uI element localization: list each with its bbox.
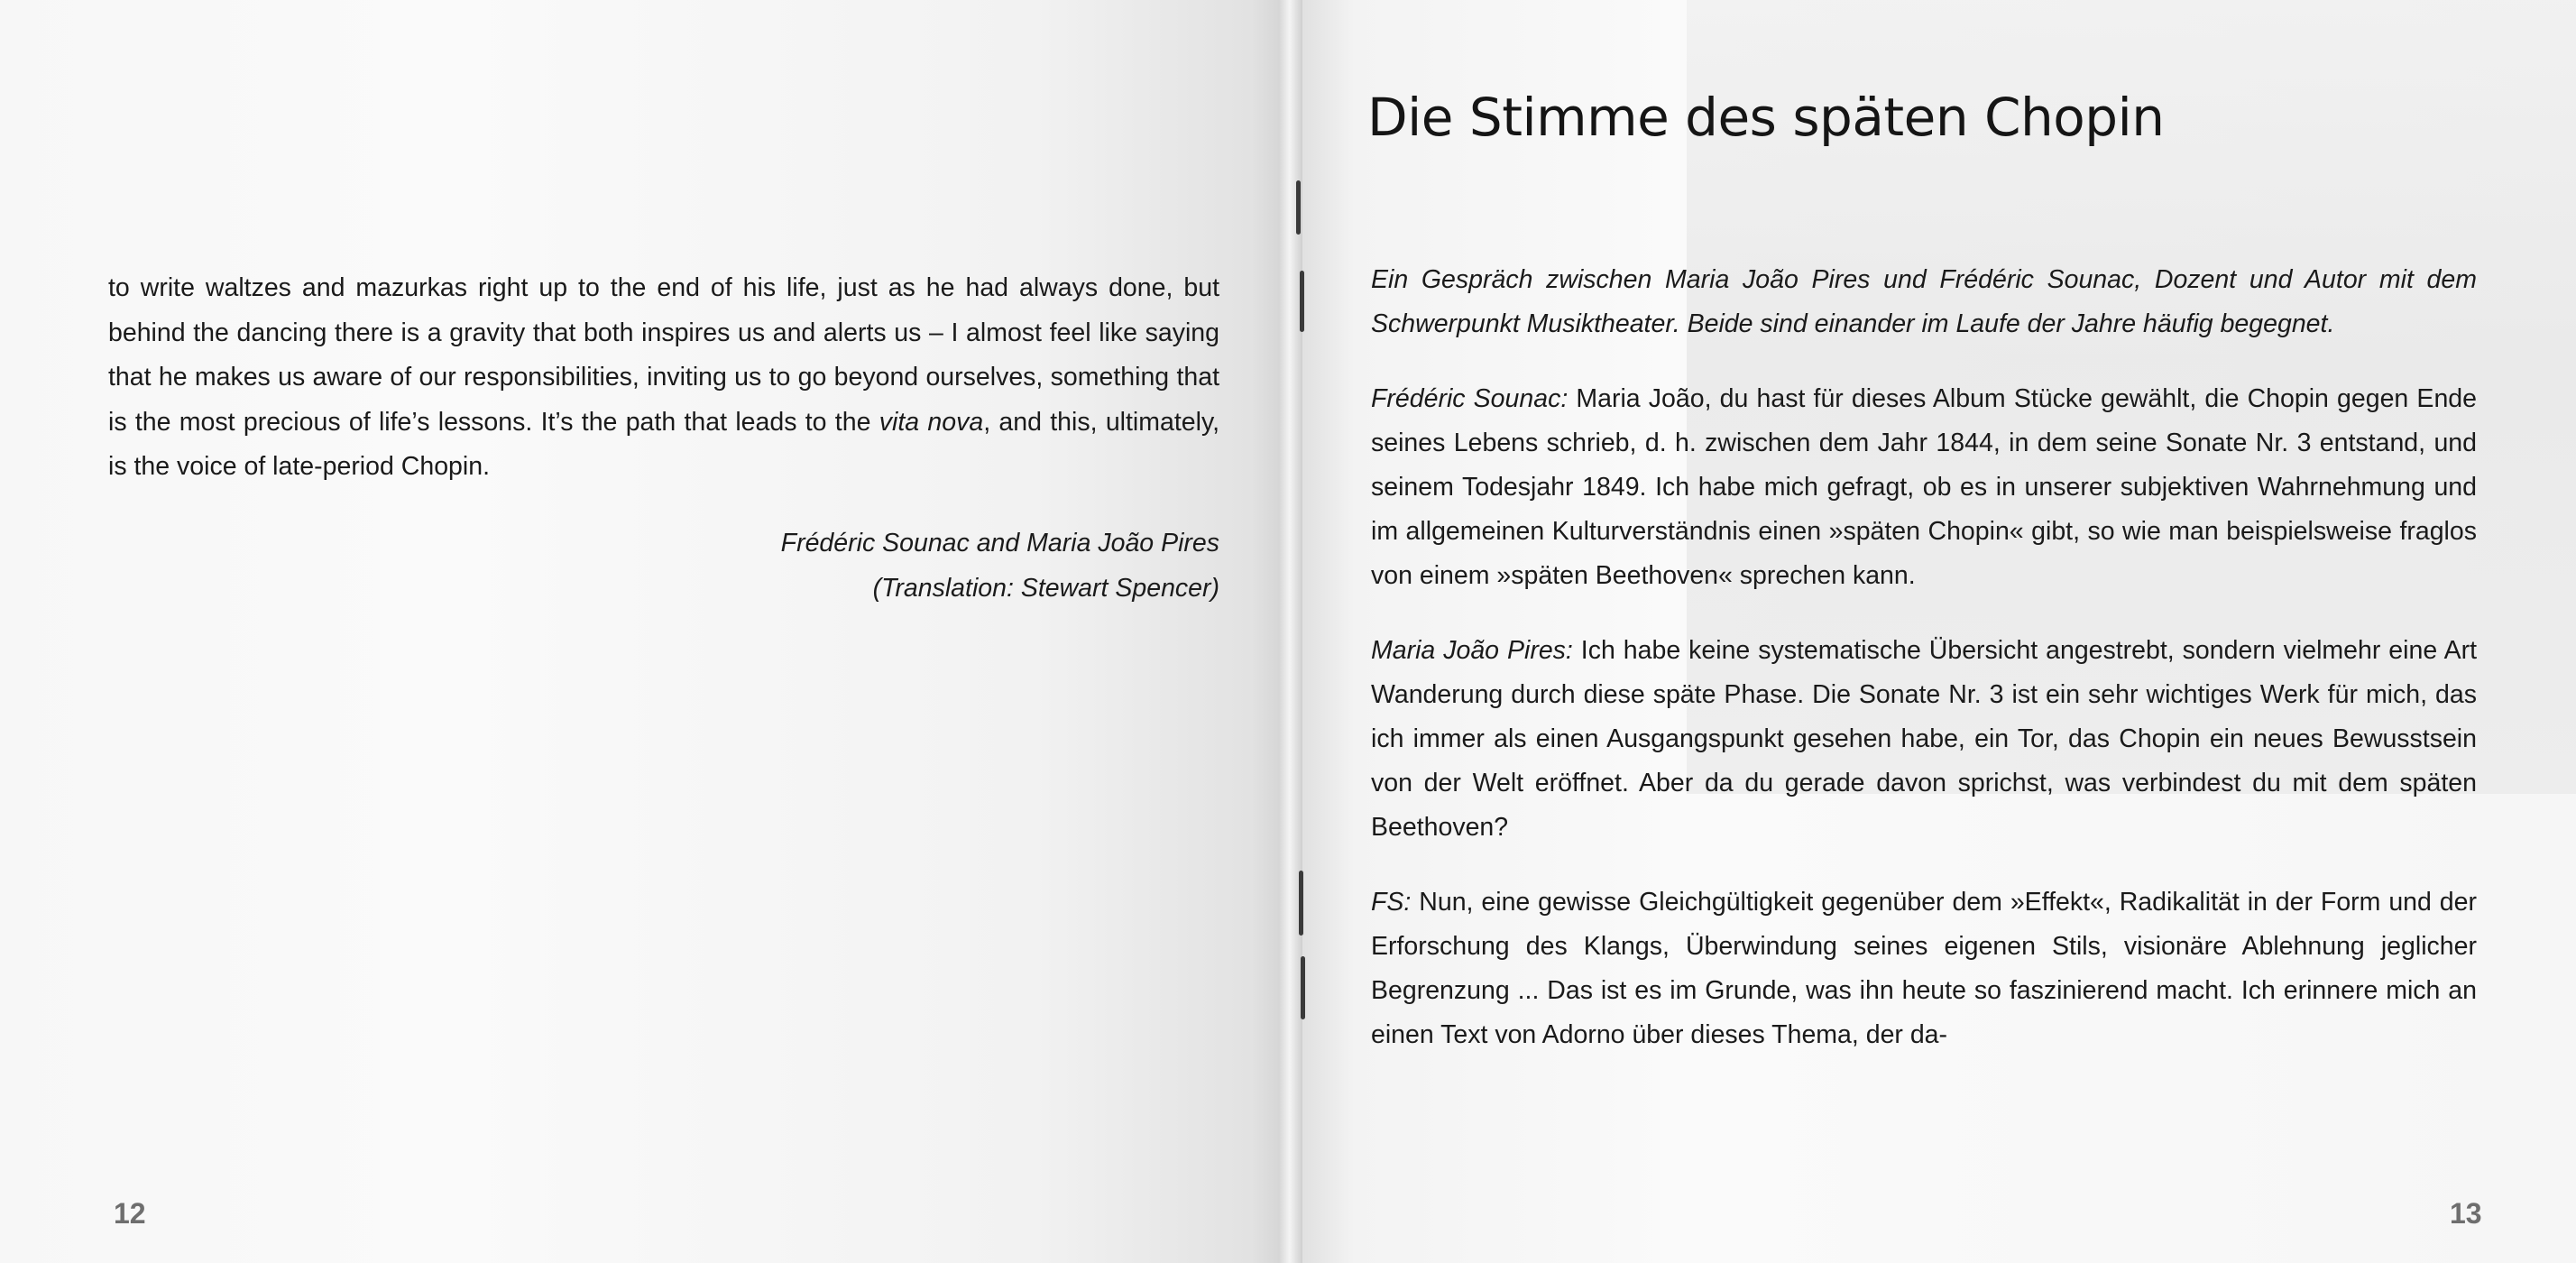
emphasized-phrase: vita nova <box>879 407 984 437</box>
right-body-text <box>1371 258 2477 1088</box>
left-body-text <box>108 266 1219 490</box>
signature-block <box>541 521 1219 611</box>
staple-mark <box>1300 271 1304 332</box>
speaker-label: Frédéric Sounac: <box>1371 384 1569 413</box>
staple-mark <box>1301 956 1305 1019</box>
intro-paragraph: Ein Gespräch zwischen Maria João Pires und Frédéric Sounac, Dozent und Autor mit dem Schwerpunkt Musiktheater. Beide sind einander im Laufe der Jahre häufig begegnet. <box>1371 265 2477 338</box>
speaker-label: Maria João Pires: <box>1371 636 1573 665</box>
interview-paragraph: FS: Nun, eine gewisse Gleichgültigkeit gegenüber dem »Effekt«, Radikalität in der Form und der Erforschung des Klangs, Überwindung seines eigenen Stils, visionäre Ablehnung jeglicher Begrenzung ... Das ist es im Grunde, was ihn heute so faszinierend macht. Ich erinnere mich an einen Text von Adorno über dieses Thema, der da- <box>1371 888 2477 1049</box>
show-through-text <box>108 97 115 141</box>
staple-mark <box>1296 180 1301 235</box>
article-title: Die Stimme des späten Chopin <box>1367 87 2165 148</box>
signature-authors: Frédéric Sounac and Maria João Pires <box>780 529 1219 558</box>
page-number-right: 13 <box>2450 1197 2482 1230</box>
page-number-left: 12 <box>114 1197 146 1230</box>
body-paragraph: to write waltzes and mazurkas right up to the end of his life, just as he had always done, but behind the dancing there is a gravity that both inspires us and alerts us – I almost feel like saying that he makes us aware of our responsibilities, inviting us to go beyond ourselves, something that is the most precious of life’s lessons. It’s the path that leads to the vita nova, and this, ultimately, is the voice of late-period Chopin. <box>108 273 1219 481</box>
signature-translation: (Translation: Stewart Spencer) <box>872 573 1219 603</box>
speaker-label: FS: <box>1371 888 1412 917</box>
show-through-text <box>108 632 115 675</box>
interview-paragraph: Frédéric Sounac: Maria João, du hast für dieses Album Stücke gewählt, die Chopin gegen Ende seines Lebens schrieb, d. h. zwischen dem Jahr 1844, in dem seine Sonate Nr. 3 entstand, und seinem Todesjahr 1849. Ich habe mich gefragt, ob es in unserer subjektiven Wahrnehmung und im allgemeinen Kulturverständnis einen »späten Chopin« gibt, so wie man beispielsweise fraglos von einem »späten Beethoven« sprechen kann. <box>1371 384 2477 590</box>
interview-paragraph: Maria João Pires: Ich habe keine systematische Übersicht angestrebt, sondern vielmehr eine Art Wanderung durch diese späte Phase. Die Sonate Nr. 3 ist ein sehr wichtiges Werk für mich, das ich immer als einen Ausgangspunkt gesehen habe, ein Tor, das Chopin ein neues Bewusstsein von der Welt eröffnet. Aber da du gerade davon sprichst, was verbindest du mit dem späten Beethoven? <box>1371 636 2477 842</box>
staple-mark <box>1299 871 1303 936</box>
